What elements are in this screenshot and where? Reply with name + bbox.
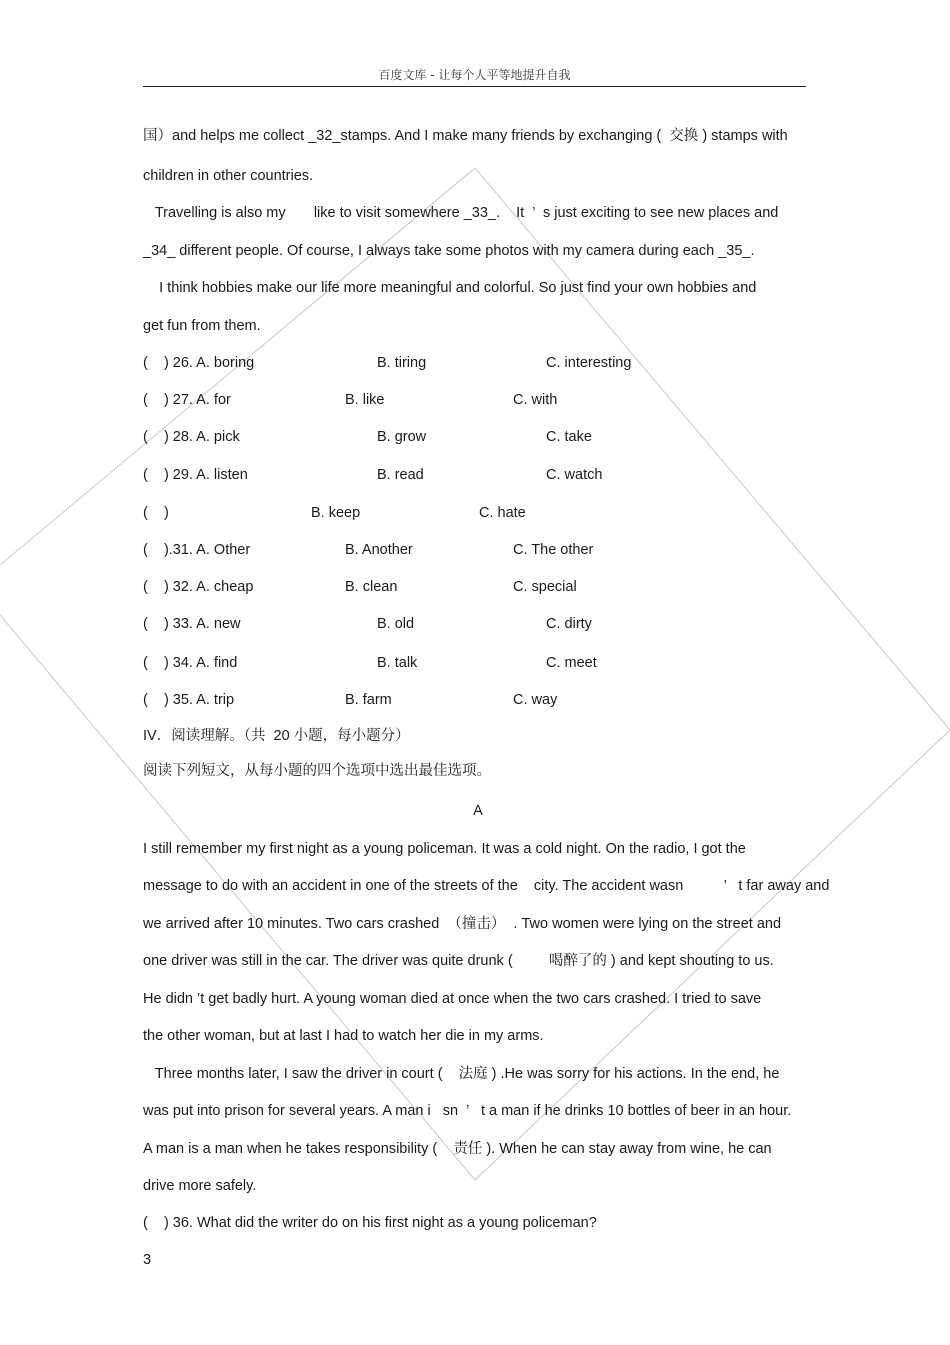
passage-line: 国）and helps me collect _32_stamps. And I make many friends by exchanging ( 交换 ) stamps with xyxy=(143,128,788,144)
passage-title: A xyxy=(473,803,483,819)
passage-a-line: was put into prison for several years. A man i sn ’ t a man if he drinks 10 bottles of beer in an hour. xyxy=(143,1103,792,1119)
page-number: 3 xyxy=(143,1252,152,1268)
passage-line: Travelling is also my like to visit somewhere _33_. It ’ s just exciting to see new places and xyxy=(143,205,779,221)
option-row xyxy=(143,466,843,484)
option-row xyxy=(143,354,843,372)
choice-b: B. clean xyxy=(345,579,398,595)
section-heading: IV．阅读理解。（共 20 小题，每小题分） xyxy=(143,728,410,744)
question-choice-a: ( ) 29. A. listen xyxy=(143,467,248,483)
passage-line: get fun from them. xyxy=(143,318,261,334)
option-row xyxy=(143,654,843,672)
choice-b: B. Another xyxy=(345,542,413,558)
passage-line: children in other countries. xyxy=(143,168,314,184)
choice-c: C. way xyxy=(513,692,558,708)
choice-b: B. like xyxy=(345,392,385,408)
choice-c: C. The other xyxy=(513,542,594,558)
question-choice-a: ( ) 33. A. new xyxy=(143,616,241,632)
question-choice-a: ( ) 26. A. boring xyxy=(143,355,255,371)
choice-c: C. with xyxy=(513,392,558,408)
section-instruction: 阅读下列短文，从每小题的四个选项中选出最佳选项。 xyxy=(143,763,491,779)
passage-a-line: Three months later, I saw the driver in court ( 法庭 ) .He was sorry for his actions. In the end, he xyxy=(143,1066,780,1082)
question-choice-a: ( ) 28. A. pick xyxy=(143,429,240,445)
choice-b: B. talk xyxy=(377,655,418,671)
choice-b: B. grow xyxy=(377,429,427,445)
choice-c: C. special xyxy=(513,579,577,595)
passage-a-line: the other woman, but at last I had to watch her die in my arms. xyxy=(143,1028,544,1044)
passage-a-line: one driver was still in the car. The driver was quite drunk ( 喝醉了的 ) and kept shouting to us. xyxy=(143,953,774,969)
choice-b: B. read xyxy=(377,467,424,483)
choice-c: C. meet xyxy=(546,655,597,671)
document-header: 百度文库 - 让每个人平等地提升自我 xyxy=(378,68,571,82)
choice-c: C. hate xyxy=(479,505,526,521)
passage-a-line: message to do with an accident in one of the streets of the city. The accident wasn ’ t far away and xyxy=(143,878,830,894)
question-choice-a: ( ) 35. A. trip xyxy=(143,692,235,708)
header-divider xyxy=(143,86,806,87)
question-36: ( ) 36. What did the writer do on his first night as a young policeman? xyxy=(143,1215,597,1231)
choice-c: C. watch xyxy=(546,467,603,483)
choice-b: B. tiring xyxy=(377,355,427,371)
choice-b: B. old xyxy=(377,616,415,632)
passage-line: I think hobbies make our life more meaningful and colorful. So just find your own hobbies and xyxy=(143,280,757,296)
passage-a-line: I still remember my first night as a young policeman. It was a cold night. On the radio, I got the xyxy=(143,841,746,857)
question-choice-a: ( ).31. A. Other xyxy=(143,542,251,558)
choice-c: C. dirty xyxy=(546,616,592,632)
passage-line: _34_ different people. Of course, I always take some photos with my camera during each _35_. xyxy=(143,243,755,259)
question-choice-a: ( ) xyxy=(143,505,169,521)
option-row xyxy=(143,428,843,446)
option-row xyxy=(143,391,843,409)
passage-a-line: we arrived after 10 minutes. Two cars crashed （撞击） . Two women were lying on the street and xyxy=(143,916,782,932)
choice-c: C. take xyxy=(546,429,592,445)
passage-a-line: A man is a man when he takes responsibility ( 责任 ). When he can stay away from wine, he can xyxy=(143,1141,772,1157)
option-row xyxy=(143,504,843,522)
passage-a-line: He didn ’t get badly hurt. A young woman died at once when the two cars crashed. I tried to save xyxy=(143,991,762,1007)
choice-b: B. farm xyxy=(345,692,392,708)
question-choice-a: ( ) 27. A. for xyxy=(143,392,231,408)
option-row xyxy=(143,691,843,709)
option-row xyxy=(143,578,843,596)
choice-b: B. keep xyxy=(311,505,361,521)
question-choice-a: ( ) 32. A. cheap xyxy=(143,579,254,595)
question-choice-a: ( ) 34. A. find xyxy=(143,655,238,671)
choice-c: C. interesting xyxy=(546,355,632,371)
option-row xyxy=(143,541,843,559)
option-row xyxy=(143,615,843,633)
passage-a-line: drive more safely. xyxy=(143,1178,257,1194)
